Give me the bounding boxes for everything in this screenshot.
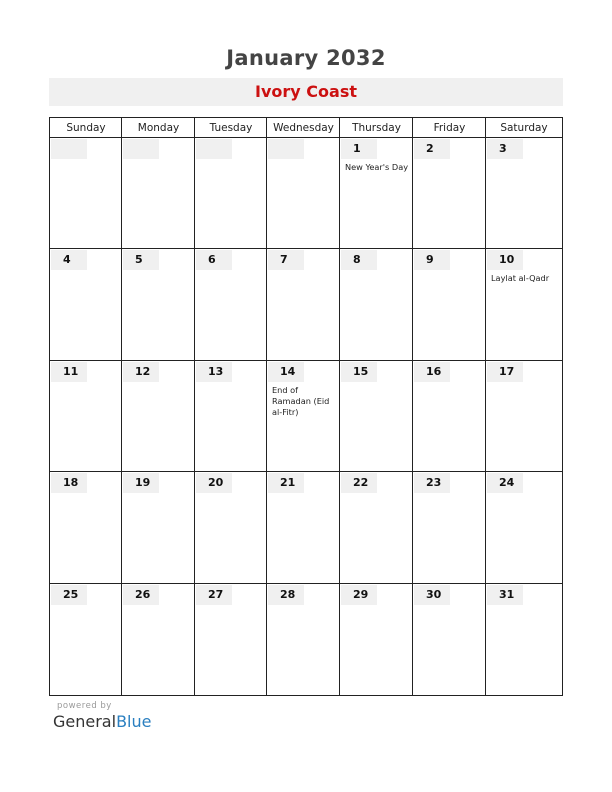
day-cell[interactable] [122,472,194,583]
day-number: 23 [414,473,450,493]
weekday-header: Sunday [66,122,106,134]
day-cell[interactable] [413,138,485,248]
day-number: 5 [123,250,159,270]
day-number: 4 [51,250,87,270]
day-number: 30 [414,585,450,605]
day-cell[interactable] [195,472,266,583]
day-number: 13 [196,362,232,382]
day-number: 18 [51,473,87,493]
day-cell[interactable] [195,138,266,248]
weekday-header: Monday [137,122,180,134]
day-cell[interactable] [195,249,266,360]
day-cell[interactable] [50,249,121,360]
day-cell[interactable] [122,249,194,360]
day-cell[interactable] [267,249,339,360]
day-number [123,139,159,159]
day-cell[interactable] [50,361,121,471]
day-number: 9 [414,250,450,270]
day-number: 29 [341,585,377,605]
day-number: 21 [268,473,304,493]
day-number: 27 [196,585,232,605]
day-cell[interactable] [486,249,561,360]
weekday-header: Tuesday [209,122,253,134]
day-number: 26 [123,585,159,605]
weekday-header: Thursday [352,122,401,134]
brand-logo[interactable] [53,712,151,731]
day-cell[interactable] [267,584,339,694]
day-number [268,139,304,159]
day-number: 6 [196,250,232,270]
day-cell[interactable] [267,361,339,471]
day-cell[interactable] [195,584,266,694]
day-cell[interactable] [413,584,485,694]
day-cell[interactable] [486,361,561,471]
day-number: 25 [51,585,87,605]
holiday-label: End of Ramadan (Eid al-Fitr) [272,385,330,417]
day-cell[interactable] [267,472,339,583]
day-number: 17 [487,362,523,382]
day-cell[interactable] [340,361,412,471]
day-number [196,139,232,159]
day-number: 7 [268,250,304,270]
day-number: 28 [268,585,304,605]
day-cell[interactable] [486,472,561,583]
day-cell[interactable] [413,249,485,360]
day-cell[interactable] [340,138,412,248]
day-cell[interactable] [486,584,561,694]
country-name: Ivory Coast [255,82,357,101]
brand-general-text: General [53,712,117,731]
day-cell[interactable] [122,584,194,694]
day-number: 16 [414,362,450,382]
country-banner [49,78,563,106]
day-number: 24 [487,473,523,493]
day-cell[interactable] [50,138,121,248]
day-cell[interactable] [50,584,121,694]
day-cell[interactable] [50,472,121,583]
day-number: 14 [268,362,304,382]
day-cell[interactable] [413,472,485,583]
day-cell[interactable] [340,584,412,694]
weekday-header: Friday [433,122,466,134]
holiday-label: New Year's Day [345,162,409,172]
day-cell[interactable] [122,361,194,471]
day-cell[interactable] [340,472,412,583]
day-number: 19 [123,473,159,493]
day-cell[interactable] [122,138,194,248]
powered-by-label: powered by [57,701,112,711]
day-number [51,139,87,159]
holiday-label: Laylat al-Qadr [491,273,550,283]
day-cell[interactable] [195,361,266,471]
day-number: 22 [341,473,377,493]
day-number: 8 [341,250,377,270]
weekday-header: Wednesday [273,122,334,134]
day-cell[interactable] [413,361,485,471]
day-number: 31 [487,585,523,605]
calendar-grid [49,117,563,696]
day-number: 20 [196,473,232,493]
day-number: 10 [487,250,523,270]
day-cell[interactable] [486,138,561,248]
day-number: 2 [414,139,450,159]
day-cell[interactable] [267,138,339,248]
page-title: January 2032 [226,46,386,70]
brand-blue-text: Blue [116,712,152,731]
day-number: 3 [487,139,523,159]
weekday-header: Saturday [500,122,548,134]
day-number: 1 [341,139,377,159]
day-cell[interactable] [340,249,412,360]
day-number: 15 [341,362,377,382]
day-number: 11 [51,362,87,382]
day-number: 12 [123,362,159,382]
